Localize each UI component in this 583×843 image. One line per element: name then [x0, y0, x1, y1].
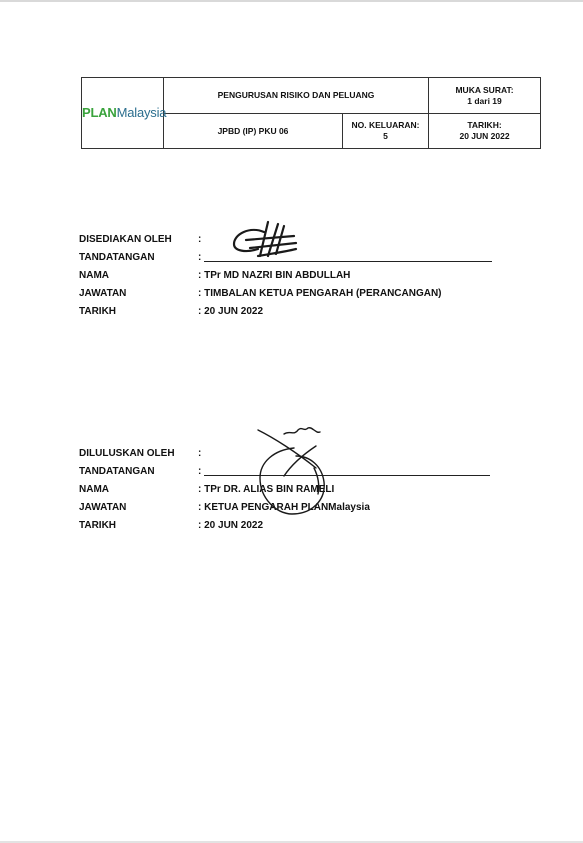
prepared-signature-colon: :	[198, 252, 202, 263]
prepared-date-value: : 20 JUN 2022	[198, 306, 264, 317]
approved-name-value: : TPr DR. ALIAS BIN RAMELI	[198, 484, 335, 495]
top-border	[0, 0, 583, 2]
prepared-position-value: : TIMBALAN KETUA PENGARAH (PERANCANGAN)	[198, 288, 442, 299]
header-date-value: 20 JUN 2022	[459, 131, 510, 141]
approved-signature-label: TANDATANGAN	[79, 466, 155, 477]
document-header-table	[81, 77, 541, 149]
header-date-label: TARIKH:	[467, 120, 502, 130]
approved-signature-line	[204, 475, 490, 476]
approved-date-label: TARIKH	[79, 520, 117, 531]
prepared-signature-label: TANDATANGAN	[79, 252, 155, 263]
approved-by-colon: :	[198, 448, 202, 459]
prepared-signature-image	[228, 218, 300, 260]
approved-position-value: : KETUA PENGARAH PLANMalaysia	[198, 502, 370, 513]
prepared-name-label: NAMA	[79, 270, 109, 281]
approved-position-label: JAWATAN	[79, 502, 127, 513]
page-number-label: MUKA SURAT:	[455, 84, 514, 95]
logo-cell	[82, 78, 167, 149]
issue-number-cell	[343, 114, 429, 149]
prepared-position-label: JAWATAN	[79, 288, 127, 299]
prepared-by-label: DISEDIAKAN OLEH	[79, 234, 172, 245]
page-number-value: 1 dari 19	[467, 95, 502, 106]
approved-signature-colon: :	[198, 466, 202, 477]
issue-number-label: NO. KELUARAN:	[351, 120, 420, 130]
page-number-cell	[429, 78, 541, 114]
approved-name-label: NAMA	[79, 484, 109, 495]
prepared-date-label: TARIKH	[79, 306, 117, 317]
header-date-cell	[429, 114, 541, 149]
issue-number-value: 5	[383, 131, 388, 141]
document-reference: JPBD (IP) PKU 06	[164, 114, 343, 149]
prepared-signature-line	[204, 261, 492, 262]
approved-date-value: : 20 JUN 2022	[198, 520, 264, 531]
approved-by-label: DILULUSKAN OLEH	[79, 448, 175, 459]
document-title: PENGURUSAN RISIKO DAN PELUANG	[164, 78, 429, 114]
planmalaysia-logo: PLANMalaysia	[82, 104, 167, 120]
prepared-by-colon: :	[198, 234, 202, 245]
prepared-name-value: : TPr MD NAZRI BIN ABDULLAH	[198, 270, 351, 281]
